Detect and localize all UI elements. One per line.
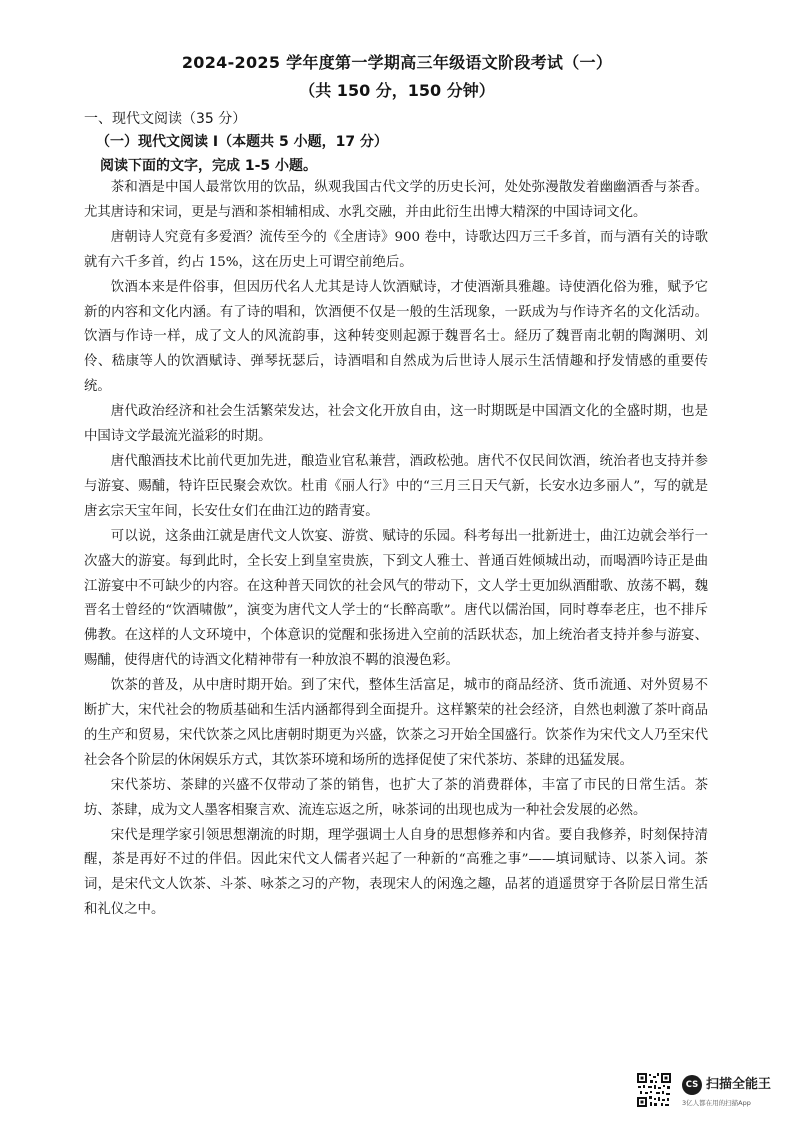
passage-paragraph: 可以说，这条曲江就是唐代文人饮宴、游赏、赋诗的乐园。科考每出一批新进士，曲江边就会举行一次盛大的游宴。每到此时，全长安上到皇室贵族，下到文人雅士、普通百姓倾城出动，而喝酒吟诗正是曲江游宴中不可缺少的内容。在这种普天同饮的社会风气的带动下，文人学士更加纵酒酣歌、放荡不羁，魏晋名士曾经的“饮酒啸傲”，演变为唐代文人学士的“长醉高歌”。唐代以儒治国，同时尊奉老庄，也不排斥佛教。在这样的人文环境中，个体意识的觉醒和张扬进入空前的活跃状态，加上统治者支持并参与游宴、赐酺，使得唐代的诗酒文化精神带有一种放浪不羁的浪漫色彩。: [84, 528, 708, 669]
scanner-watermark: [636, 1072, 786, 1112]
passage-paragraph: 茶和酒是中国人最常饮用的饮品，纵观我国古代文学的历史长河，处处弥漫散发着幽幽酒香与茶香。尤其唐诗和宋词，更是与酒和茶相辅相成、水乳交融，并由此衍生出博大精深的中国诗词文化。: [84, 180, 708, 220]
section-heading: 一、现代文阅读（35 分）: [84, 111, 247, 127]
subsection-heading: （一）现代文阅读 I（本题共 5 小题，17 分）: [96, 134, 388, 150]
passage-paragraph: 宋代茶坊、茶肆的兴盛不仅带动了茶的销售，也扩大了茶的消费群体，丰富了市民的日常生活。茶坊、茶肆，成为文人墨客相聚言欢、流连忘返之所，咏茶词的出现也成为一种社会发展的必然。: [84, 777, 708, 818]
passage-paragraph: 饮茶的普及，从中唐时期开始。到了宋代，整体生活富足，城市的商品经济、货币流通、对外贸易不断扩大，宋代社会的物质基础和生活内涵都得到全面提升。这样繁荣的社会经济，自然也刺激了茶叶商品的生产和贸易，宋代饮茶之风比唐朝时期更为兴盛，饮茶之习开始全国盛行。饮茶作为宋代文人乃至宋代社会各个阶层的休闲娱乐方式，其饮茶环境和场所的选择促使了宋代茶坊、茶肆的迅猛发展。: [84, 678, 708, 768]
exam-title: 2024-2025 学年度第一学期高三年级语文阶段考试（一）: [181, 53, 613, 72]
reading-passage: [84, 176, 708, 923]
reading-instruction: 阅读下面的文字，完成 1-5 小题。: [100, 158, 318, 174]
scanner-brand-name: 扫描全能王: [706, 1077, 772, 1092]
passage-paragraph: 宋代是理学家引领思想潮流的时期，理学强调士人自身的思想修养和内省。要自我修养，时刻保持清醒，茶是再好不过的伴侣。因此宋代文人儒者兴起了一种新的“高雅之事”——填词赋诗、以茶入词。茶词，是宋代文人饮茶、斗茶、咏茶之习的产物，表现宋人的闲逸之趣，品茗的逍遥贯穿于各阶层日常生活和礼仪之中。: [84, 827, 708, 918]
qr-code-icon: [636, 1072, 672, 1108]
camscanner-logo-icon: CS: [682, 1075, 702, 1095]
passage-paragraph: 唐朝诗人究竟有多爱酒？流传至今的《全唐诗》900 卷中，诗歌达四万三千多首，而与酒有关的诗歌就有六千多首，约占 15%，这在历史上可谓空前绝后。: [84, 229, 708, 270]
exam-subtitle: （共 150 分，150 分钟）: [299, 81, 495, 100]
passage-paragraph: 唐代酿酒技术比前代更加先进，酿造业官私兼营，酒政松弛。唐代不仅民间饮酒，统治者也支持并参与游宴、赐酺，特许臣民聚会欢饮。杜甫《丽人行》中的“三月三日天气新，长安水边多丽人”，写的就是唐玄宗天宝年间，长安仕女们在曲江边的踏青宴。: [84, 453, 708, 519]
passage-paragraph: 饮酒本来是件俗事，但因历代名人尤其是诗人饮酒赋诗，才使酒渐具雅趣。诗使酒化俗为雅，赋予它新的内容和文化内涵。有了诗的唱和，饮酒便不仅是一般的生活现象，一跃成为与作诗齐名的文化活动。饮酒与作诗一样，成了文人的风流韵事，这种转变则起源于魏晋名士。経历了魏晋南北朝的陶渊明、刘伶、嵇康等人的饮酒赋诗、弹琴抚瑟后，诗酒唱和自然成为后世诗人展示生活情趣和抒发情感的重要传统。: [84, 279, 708, 395]
passage-paragraph: 唐代政治经济和社会生活繁荣发达，社会文化开放自由，这一时期既是中国酒文化的全盛时期，也是中国诗文学最流光溢彩的时期。: [84, 404, 708, 445]
scanner-slogan: 3亿人都在用的扫描App: [682, 1099, 751, 1107]
